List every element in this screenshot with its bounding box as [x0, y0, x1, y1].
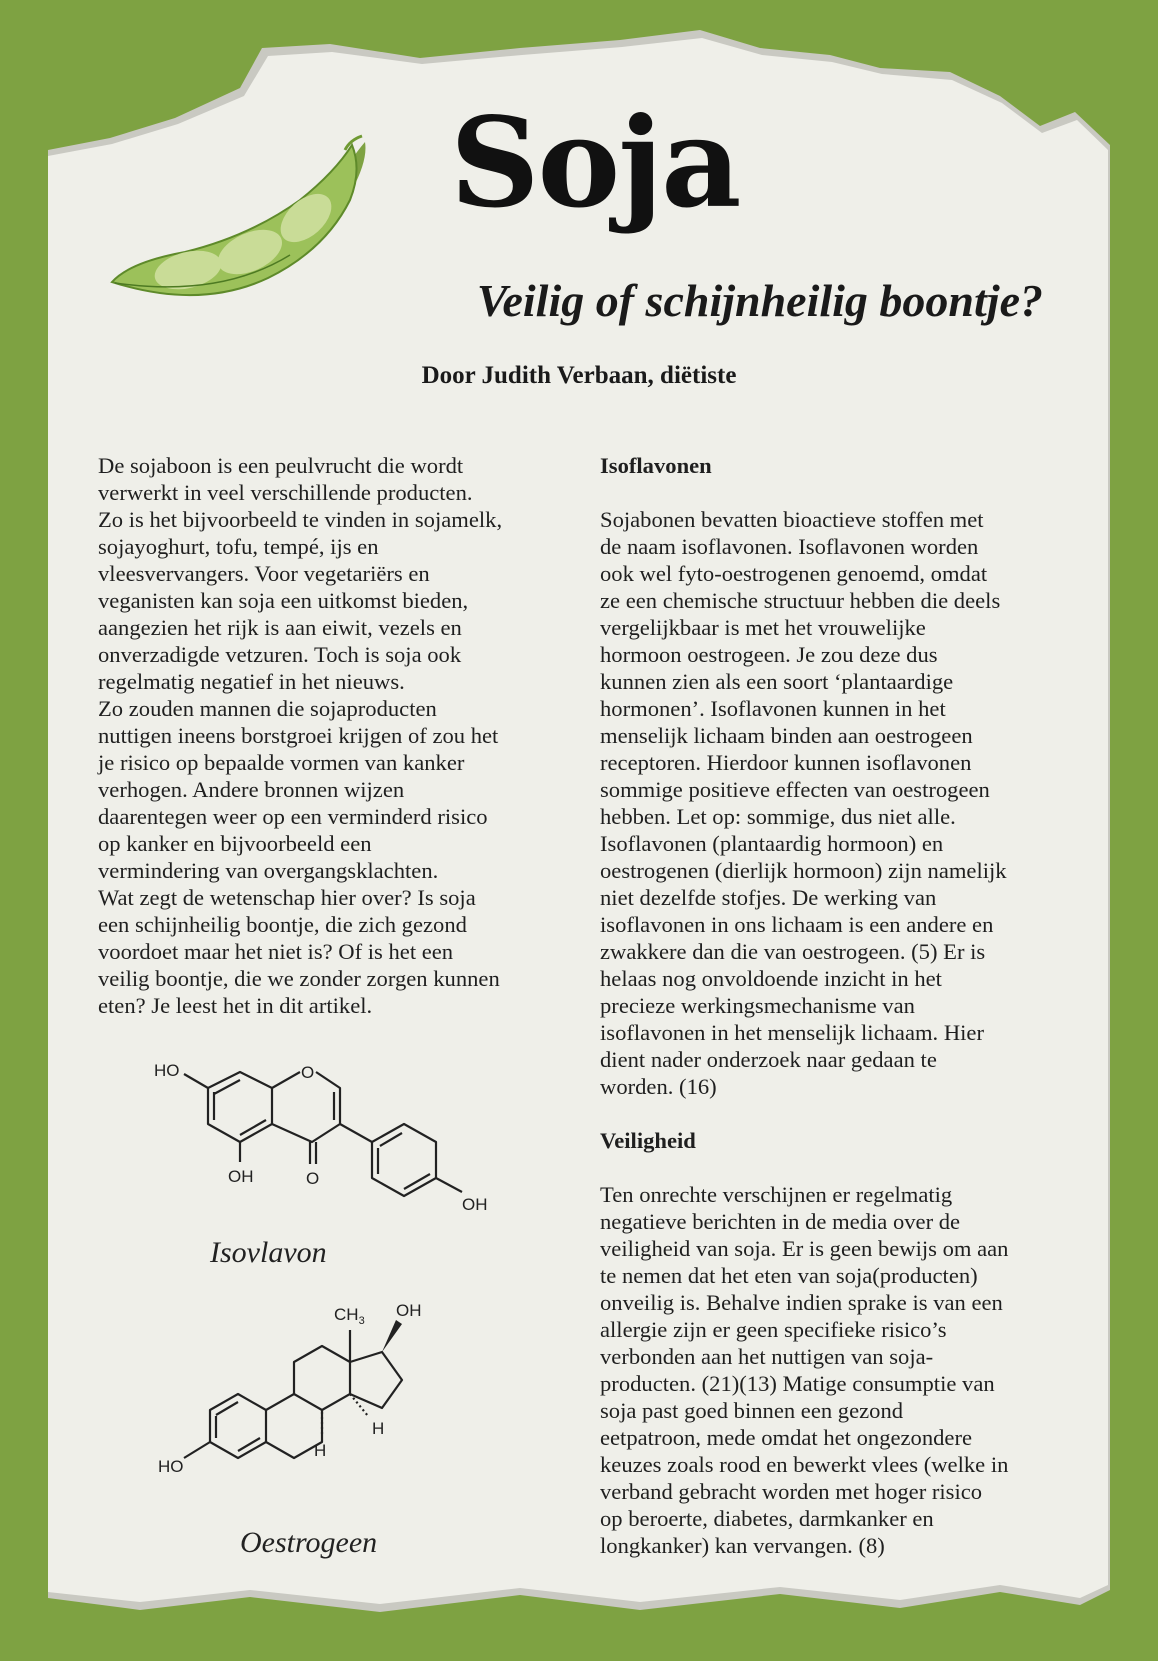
isoflavonen-heading: Isoflavonen	[600, 453, 712, 478]
iso-atom-oh-right: OH	[462, 1195, 488, 1214]
article-title: Soja	[450, 91, 740, 236]
isoflavon-structure	[140, 1050, 520, 1250]
iso-atom-o-ring: O	[301, 1063, 315, 1082]
oes-atom-h-right: H	[372, 1419, 385, 1438]
intro-paragraph: De sojaboon is een peulvrucht die wordt verwerkt in veel verschillende producten. Zo is het bijvoorbeeld te vinden in sojamelk, sojayoghurt, tofu, tempé, ijs en vleesvervangers. Voor vegetariërs en veganisten kan soja een uitkomst bieden, aangezien het rijk is aan eiwit, vezels en onverzadigde vetzuren. Toch is soja ook regelmatig negatief in het nieuws. Zo zouden mannen die sojaproducten nuttigen ineens borstgroei krijgen of zou het je risico op bepaalde vormen van kanker verhogen. Andere bronnen wijzen daarentegen weer op een verminderd risico op kanker en bijvoorbeeld een vermindering van overgangsklachten. Wat zegt de wetenschap hier over? Is soja een schijnheilig boontje, die zich gezond voordoet maar het niet is? Of is het een veilig boontje, die we zonder zorgen kunnen eten? Je leest het in dit artikel.	[98, 453, 503, 1018]
iso-atom-o-keto: O	[306, 1169, 320, 1188]
oes-atom-ho: HO	[158, 1457, 184, 1476]
oestrogeen-structure	[150, 1290, 530, 1540]
isoflavonen-paragraph: Sojabonen bevatten bioactieve stoffen met de naam isoflavonen. Isoflavonen worden ook wel fyto-oestrogenen genoemd, omdat ze een chemische structuur hebben die deels vergelijkbaar is met het vrouwelijke hormoon oestrogeen. Je zou deze dus kunnen zien als een soort ‘plantaardige hormonen’. Isoflavonen kunnen in het menselijk lichaam binden aan oestrogeen receptoren. Hierdoor kunnen isoflavonen sommige positieve effecten van oestrogeen hebben. Let op: sommige, dus niet alle. Isoflavonen (plantaardig hormoon) en oestrogenen (dierlijk hormoon) zijn namelijk niet dezelfde stofjes. De werking van isoflavonen in ons lichaam is een andere en zwakkere dan die van oestrogeen. (5) Er is helaas nog onvoldoende inzicht in het precieze werkingsmechanisme van isoflavonen in het menselijk lichaam. Hier dient nader onderzoek naar gedaan te worden. (16)	[600, 507, 1007, 1099]
article-subtitle: Veilig of schijnheilig boontje?	[476, 275, 1043, 326]
oes-atom-h-left: H	[314, 1441, 327, 1460]
isoflavon-caption: Isovlavon	[210, 1236, 327, 1269]
veiligheid-heading: Veiligheid	[600, 1128, 696, 1153]
iso-atom-ho: HO	[154, 1061, 180, 1080]
article-byline: Door Judith Verbaan, diëtiste	[421, 362, 737, 389]
left-column	[98, 452, 578, 1019]
iso-atom-oh-bottom: OH	[228, 1167, 254, 1186]
oes-atom-ch3: $CH_3$	[334, 1305, 365, 1327]
veiligheid-paragraph: Ten onrechte verschijnen er regelmatig negatieve berichten in de media over de veiligheid van soja. Er is geen bewijs om aan te nemen dat het eten van soja(producten) onveilig is. Behalve indien sprake is van een allergie zijn er geen specifieke risico’s verbonden aan het nuttigen van soja- producten. (21)(13) Matige consumptie van soja past goed binnen een gezond eetpatroon, mede omdat het ongezondere keuzes zoals rood en bewerkt vlees (welke in verband gebracht worden met hoger risico op beroerte, diabetes, darmkanker en longkanker) kan vervangen. (8)	[600, 1182, 1009, 1558]
oestrogeen-caption: Oestrogeen	[240, 1526, 378, 1559]
oes-atom-oh: OH	[396, 1301, 422, 1320]
right-column	[600, 452, 1085, 1559]
